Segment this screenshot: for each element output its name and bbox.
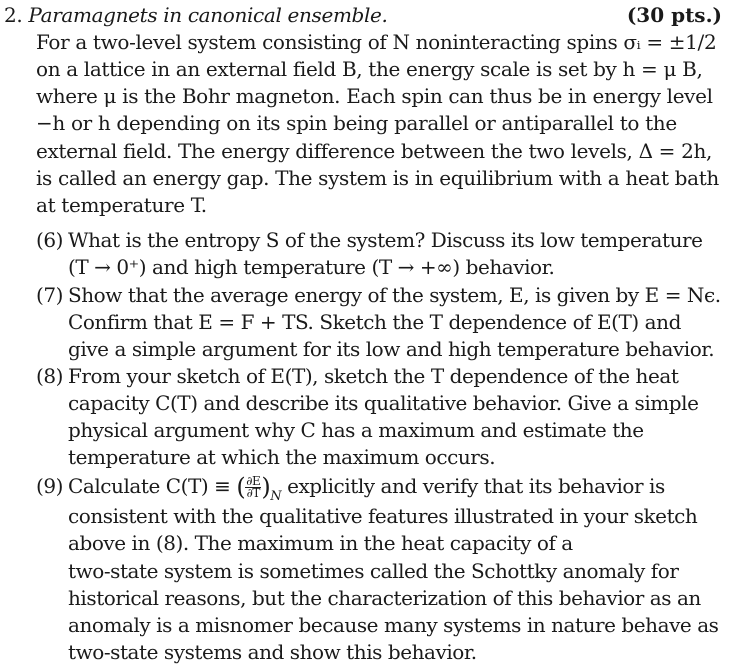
intro-line: external field. The energy difference between the two levels, Δ = 2h, [36,139,712,163]
intro-line: where μ is the Bohr magneton. Each spin can thus be in energy level [36,84,713,108]
subscript-n: N [270,489,282,504]
intro-line: at temperature T. [36,193,207,217]
problem-points: (30 pts.) [626,3,722,27]
partial-derivative-fraction [245,476,261,499]
part-9-line: anomaly is a misnomer because many systems in nature behave as [68,613,719,637]
part-9-line: consistent with the qualitative features illustrated in your sketch [68,504,698,528]
problem-number: 2. [4,3,23,27]
part-7-line: give a simple argument for its low and high temperature behavior. [68,337,715,361]
intro-line: −h or h depending on its spin being parallel or antiparallel to the [36,111,677,135]
part-8-line: From your sketch of E(T), sketch the T dependence of the heat [68,364,679,388]
problem-title: Paramagnets in canonical ensemble. [28,3,388,27]
fraction-denominator: ∂T [246,486,260,500]
open-paren: ( [236,473,246,501]
part-9-line: two-state system is sometimes called the Schottky anomaly for [68,559,679,583]
intro-line: on a lattice in an external field B, the energy scale is set by h = μ B, [36,57,703,81]
part-6-line: (T → 0⁺) and high temperature (T → +∞) behavior. [68,255,555,279]
part-9-prefix: Calculate C(T) ≡ [68,474,237,498]
intro-line: For a two-level system consisting of N noninteracting spins σᵢ = ±1/2 [36,30,717,54]
part-8-line: capacity C(T) and describe its qualitative behavior. Give a simple [68,391,699,415]
close-paren: ) [261,473,271,501]
part-9-line: historical reasons, but the characterization of this behavior as an [68,586,701,610]
part-label-9: (9) [36,474,63,498]
part-9-line: two-state systems and show this behavior. [68,640,477,664]
part-7-line: Show that the average energy of the system, E, is given by E = Nϵ. [68,283,721,307]
part-9-line: above in (8). The maximum in the heat capacity of a [68,531,573,555]
fraction-numerator: ∂E [246,474,261,488]
part-8-line: temperature at which the maximum occurs. [68,445,496,469]
part-7-line: Confirm that E = F + TS. Sketch the T dependence of E(T) and [68,310,681,334]
intro-line: is called an energy gap. The system is in equilibrium with a heat bath [36,166,719,190]
part-9-suffix: explicitly and verify that its behavior is [281,474,665,498]
part-label-7: (7) [36,283,63,307]
part-6-line: What is the entropy S of the system? Discuss its low temperature [68,228,703,252]
problem-header [4,2,388,29]
part-label-6: (6) [36,228,63,252]
part-label-8: (8) [36,364,63,388]
part-8-line: physical argument why C has a maximum and estimate the [68,418,644,442]
